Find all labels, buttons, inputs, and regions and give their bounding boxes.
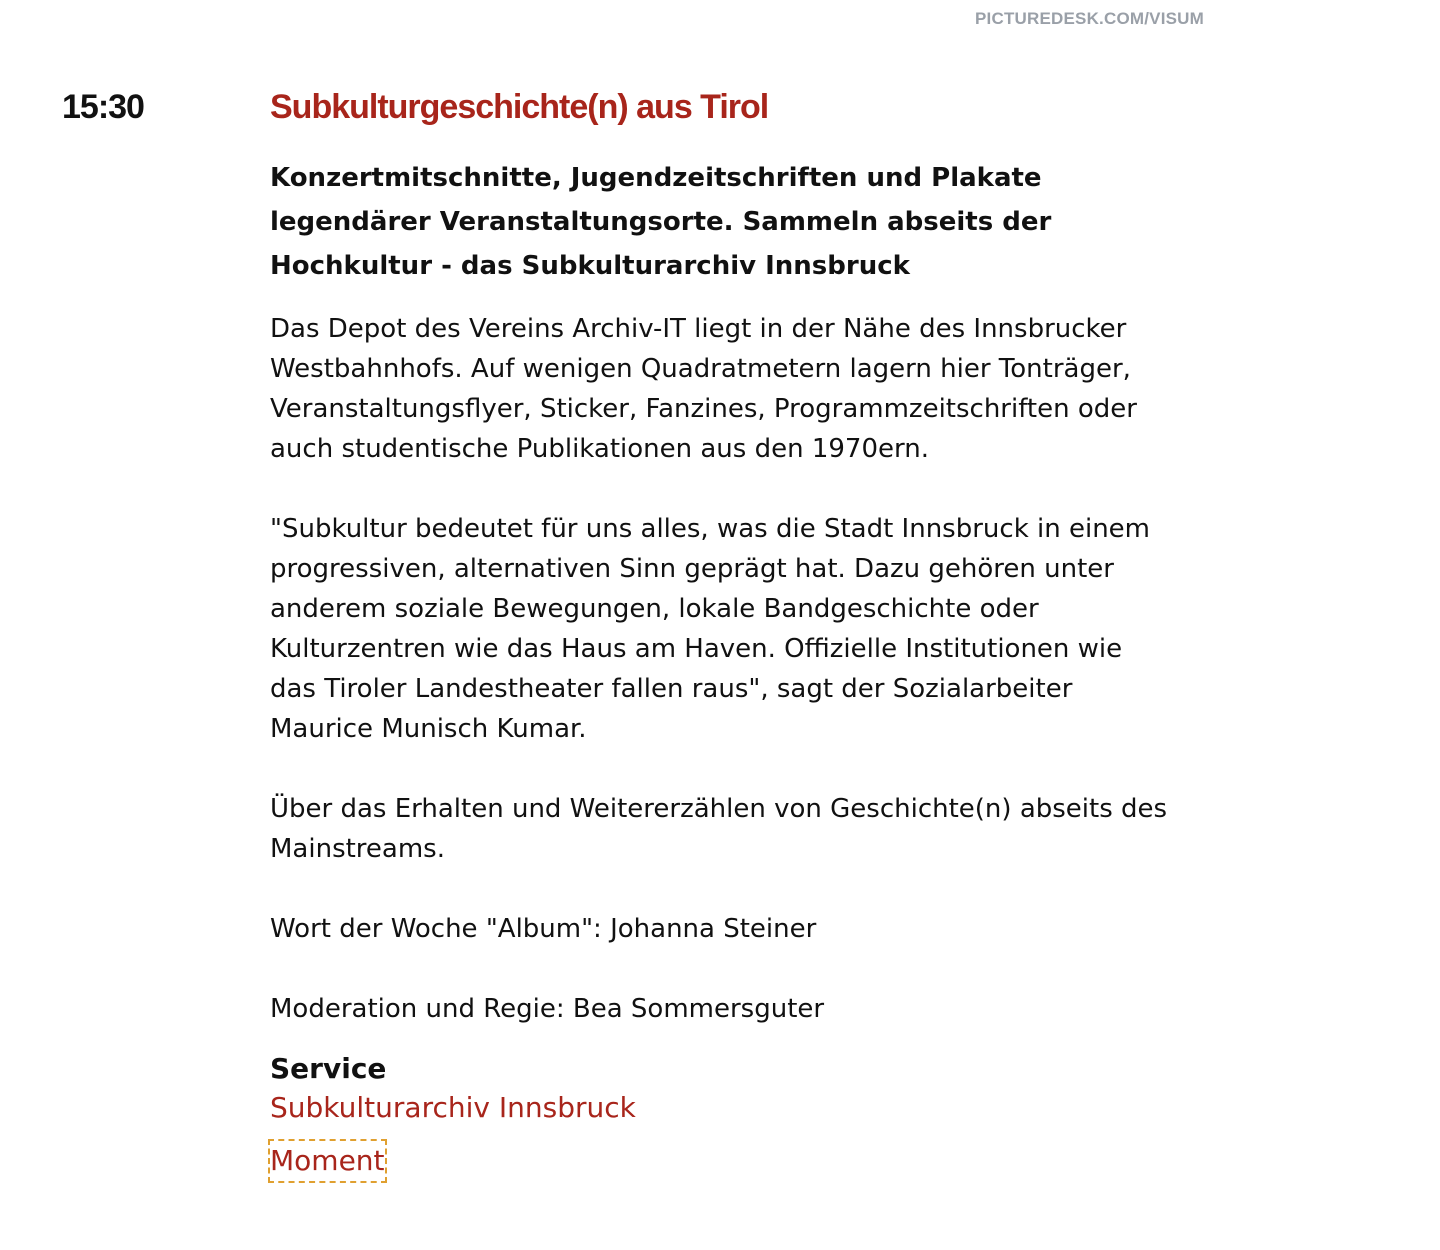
photo-credit: PICTUREDESK.COM/VISUM bbox=[975, 9, 1204, 28]
broadcast-time: 15:30 bbox=[62, 88, 144, 126]
description-paragraph-3: Über das Erhalten und Weitererzählen von Geschichte(n) abseits des Mainstreams. bbox=[270, 794, 1168, 864]
description-paragraph-4: Wort der Woche "Album": Johanna Steiner bbox=[270, 914, 817, 944]
program-title-link[interactable]: Subkulturgeschichte(n) aus Tirol bbox=[270, 88, 769, 126]
moment-tag-link[interactable]: Moment bbox=[270, 1141, 385, 1181]
service-link[interactable]: Subkulturarchiv Innsbruck bbox=[270, 1091, 636, 1124]
description-paragraph-2: "Subkultur bedeutet für uns alles, was die Stadt Innsbruck in einem progressiven, alternativen Sinn geprägt hat. Dazu gehören unter anderem soziale Bewegungen, lokale Bandgeschichte oder Kulturzentren wie das Haus am Haven. Offizielle Institutionen wie das Tiroler Landestheater fallen raus", sagt der Sozialarbeiter Maurice Munisch Kumar. bbox=[270, 514, 1151, 744]
program-entry bbox=[270, 86, 1190, 1181]
tag-container bbox=[270, 1141, 1190, 1181]
program-subtitle: Konzertmitschnitte, Jugendzeitschriften und Plakate legendärer Veranstaltungsorte. Sammeln abseits der Hochkultur - das Subkulturarchiv Innsbruck bbox=[270, 163, 1052, 281]
description-paragraph-5: Moderation und Regie: Bea Sommersguter bbox=[270, 994, 825, 1024]
service-heading: Service bbox=[270, 1052, 387, 1085]
description-paragraph-1: Das Depot des Vereins Archiv-IT liegt in der Nähe des Innsbrucker Westbahnhofs. Auf wenigen Quadratmetern lagern hier Tonträger, Veranstaltungsflyer, Sticker, Fanzines, Programmzeitschriften oder auch studentische Publikationen aus den 1970ern. bbox=[270, 314, 1137, 464]
